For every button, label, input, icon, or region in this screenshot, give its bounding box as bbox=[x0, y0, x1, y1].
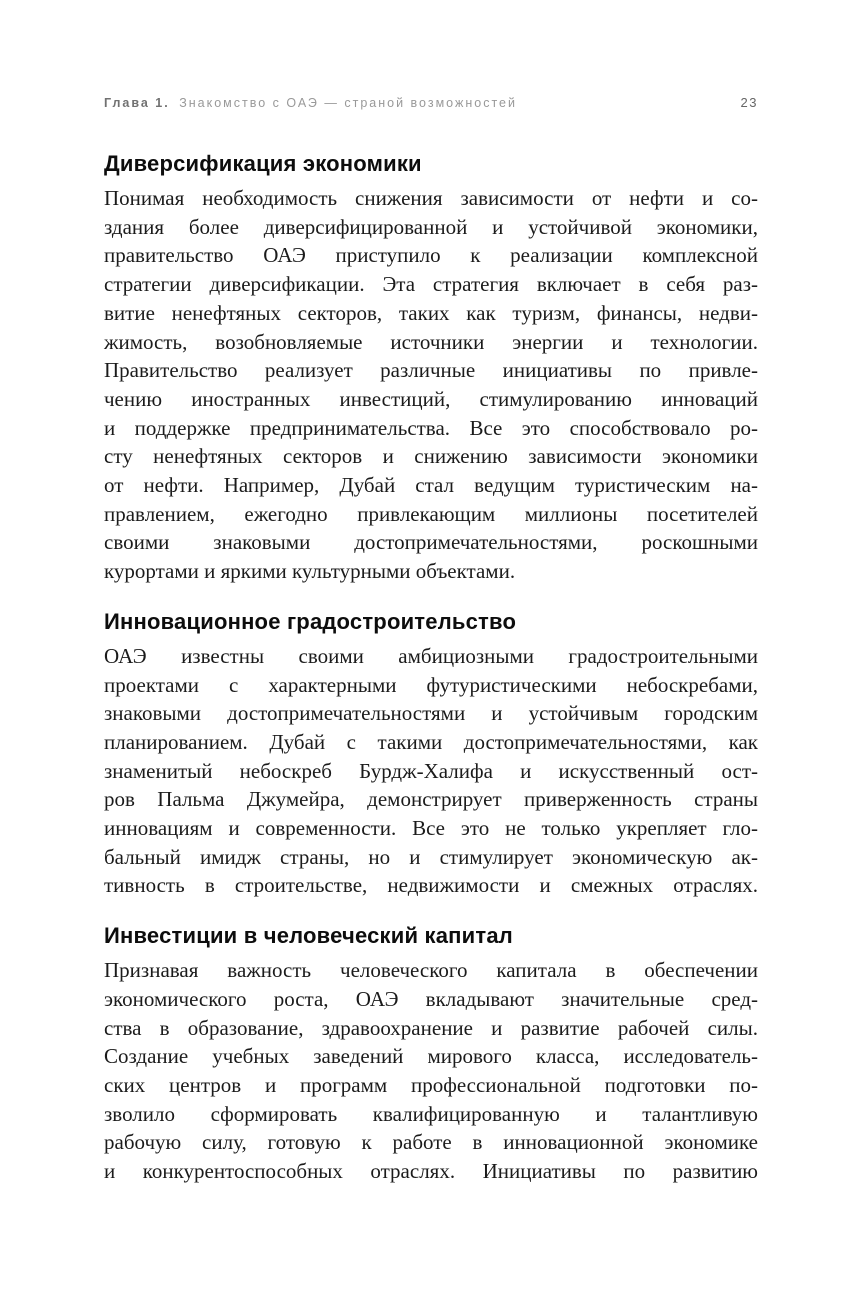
text-line: бальный имидж страны, но и стимулирует экономическую ак- bbox=[104, 844, 758, 869]
text-line: ских центров и программ профессиональной подготовки по- bbox=[104, 1072, 758, 1097]
paragraph-human-capital bbox=[104, 956, 758, 1186]
text-line: ОАЭ известны своими амбициозными градостроительными bbox=[104, 643, 758, 668]
text-line: Признавая важность человеческого капитала в обеспечении bbox=[104, 958, 758, 983]
text-line: Создание учебных заведений мирового класса, исследователь- bbox=[104, 1044, 758, 1069]
text-line: жимость, возобновляемые источники энергии и технологии. bbox=[104, 329, 758, 354]
chapter-title: Знакомство с ОАЭ — страной возможностей bbox=[179, 96, 517, 110]
section-heading-urban-innovation: Инновационное градостроительство bbox=[104, 608, 517, 634]
text-line: витие ненефтяных секторов, таких как туризм, финансы, недви- bbox=[104, 300, 758, 325]
text-line: правлением, ежегодно привлекающим миллионы посетителей bbox=[104, 501, 758, 526]
text-line: своими знаковыми достопримечательностями, роскошными bbox=[104, 530, 758, 555]
chapter-label: Глава 1. bbox=[104, 96, 170, 110]
text-line: экономического роста, ОАЭ вкладывают значительные сред- bbox=[104, 986, 758, 1011]
text-line: проектами с характерными футуристическими небоскребами, bbox=[104, 672, 758, 697]
text-line: планированием. Дубай с такими достопримечательностями, как bbox=[104, 729, 758, 754]
text-line: ства в образование, здравоохранение и развитие рабочей силы. bbox=[104, 1015, 758, 1040]
text-line: от нефти. Например, Дубай стал ведущим туристическим на- bbox=[104, 473, 758, 498]
text-line: сту ненефтяных секторов и снижению зависимости экономики bbox=[104, 444, 758, 469]
text-line: стратегии диверсификации. Эта стратегия включает в себя раз- bbox=[104, 272, 758, 297]
section-heading-human-capital: Инвестиции в человеческий капитал bbox=[104, 923, 513, 949]
paragraph-urban-innovation bbox=[104, 642, 758, 900]
running-head bbox=[104, 0, 758, 111]
text-line: ров Пальма Джумейра, демонстрирует приверженность страны bbox=[104, 787, 758, 812]
text-line: знаменитый небоскреб Бурдж-Халифа и искусственный ост- bbox=[104, 758, 758, 783]
text-line: знаковыми достопримечательностями и устойчивым городским bbox=[104, 701, 758, 726]
text-line: и поддержке предпринимательства. Все это способствовало ро- bbox=[104, 415, 758, 440]
text-line: Правительство реализует различные инициативы по привле- bbox=[104, 358, 758, 383]
text-line: здания более диверсифицированной и устойчивой экономики, bbox=[104, 214, 758, 239]
text-line: курортами и яркими культурными объектами. bbox=[104, 559, 516, 584]
running-head-left bbox=[104, 96, 517, 111]
text-line: рабочую силу, готовую к работе в инновационной экономике bbox=[104, 1130, 758, 1155]
page-number: 23 bbox=[740, 95, 758, 110]
text-line: инновациям и современности. Все это не только укрепляет гло- bbox=[104, 816, 758, 841]
section-heading-diversification: Диверсификация экономики bbox=[104, 151, 422, 176]
text-line: правительство ОАЭ приступило к реализации комплексной bbox=[104, 243, 758, 268]
text-line: зволило сформировать квалифицированную и талантливую bbox=[104, 1101, 758, 1126]
text-line: чению иностранных инвестиций, стимулированию инноваций bbox=[104, 386, 758, 411]
text-line: Понимая необходимость снижения зависимости от нефти и со- bbox=[104, 186, 758, 210]
paragraph-diversification bbox=[104, 184, 758, 586]
text-line: тивность в строительстве, недвижимости и смежных отраслях. bbox=[104, 873, 758, 898]
text-line: и конкурентоспособных отраслях. Инициативы по развитию bbox=[104, 1159, 758, 1184]
